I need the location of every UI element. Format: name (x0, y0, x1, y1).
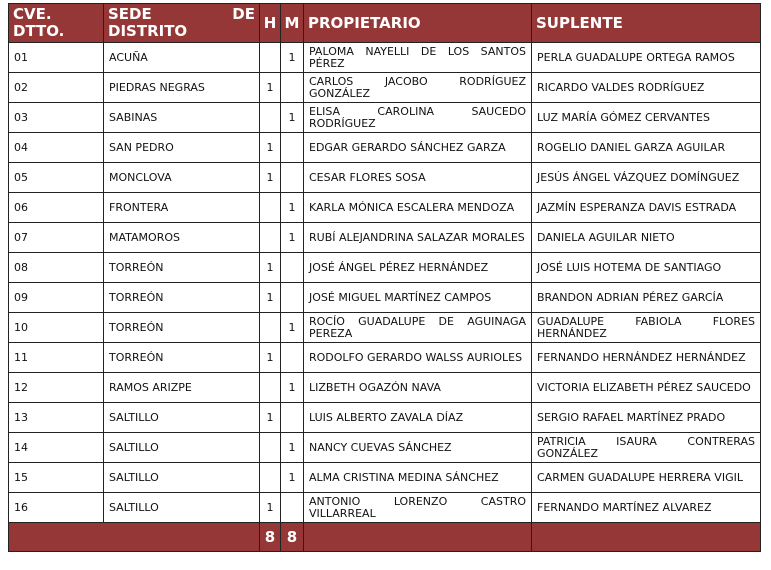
cell-cve: 12 (9, 373, 104, 403)
table-row (9, 403, 761, 433)
cell-sede: TORREÓN (104, 343, 260, 373)
cell-suplente: RICARDO VALDES RODRÍGUEZ (532, 73, 761, 103)
cell-h: 1 (260, 403, 281, 433)
cell-m: 1 (281, 223, 304, 253)
cell-m (281, 283, 304, 313)
table-row (9, 103, 761, 133)
cell-h: 1 (260, 343, 281, 373)
table-row (9, 223, 761, 253)
header-m: M (281, 4, 304, 43)
cell-propietario: JOSÉ ÁNGEL PÉREZ HERNÁNDEZ (304, 253, 532, 283)
cell-h (260, 373, 281, 403)
cell-m: 1 (281, 43, 304, 73)
cell-m (281, 73, 304, 103)
cell-h (260, 103, 281, 133)
cell-cve: 04 (9, 133, 104, 163)
header-h: H (260, 4, 281, 43)
cell-propietario: LUIS ALBERTO ZAVALA DÍAZ (304, 403, 532, 433)
district-candidates-table (8, 3, 761, 552)
cell-suplente: JOSÉ LUIS HOTEMA DE SANTIAGO (532, 253, 761, 283)
cell-h (260, 433, 281, 463)
header-cve: CVE. DTTO. (9, 4, 104, 43)
table-row (9, 313, 761, 343)
cell-suplente: SERGIO RAFAEL MARTÍNEZ PRADO (532, 403, 761, 433)
cell-propietario: NANCY CUEVAS SÁNCHEZ (304, 433, 532, 463)
cell-propietario: CARLOS JACOBO RODRÍGUEZ GONZÁLEZ (304, 73, 532, 103)
total-h: 8 (260, 523, 281, 552)
cell-m: 1 (281, 193, 304, 223)
cell-cve: 06 (9, 193, 104, 223)
table-row (9, 433, 761, 463)
cell-h: 1 (260, 163, 281, 193)
cell-cve: 16 (9, 493, 104, 523)
cell-propietario: ALMA CRISTINA MEDINA SÁNCHEZ (304, 463, 532, 493)
cell-cve: 14 (9, 433, 104, 463)
cell-m (281, 133, 304, 163)
cell-sede: TORREÓN (104, 283, 260, 313)
cell-propietario: ANTONIO LORENZO CASTRO VILLARREAL (304, 493, 532, 523)
cell-m (281, 343, 304, 373)
cell-sede: MONCLOVA (104, 163, 260, 193)
totals-blank-suplente (532, 523, 761, 552)
totals-blank-propietario (304, 523, 532, 552)
cell-h (260, 43, 281, 73)
table-row (9, 73, 761, 103)
cell-h (260, 223, 281, 253)
cell-h: 1 (260, 133, 281, 163)
cell-propietario: JOSÉ MIGUEL MARTÍNEZ CAMPOS (304, 283, 532, 313)
cell-cve: 13 (9, 403, 104, 433)
cell-suplente: JAZMÍN ESPERANZA DAVIS ESTRADA (532, 193, 761, 223)
cell-cve: 01 (9, 43, 104, 73)
cell-h: 1 (260, 73, 281, 103)
cell-m (281, 403, 304, 433)
cell-sede: MATAMOROS (104, 223, 260, 253)
totals-blank (9, 523, 260, 552)
cell-cve: 07 (9, 223, 104, 253)
header-sede: SEDE DE DISTRITO (104, 4, 260, 43)
cell-cve: 10 (9, 313, 104, 343)
totals-row (9, 523, 761, 552)
cell-cve: 08 (9, 253, 104, 283)
cell-sede: PIEDRAS NEGRAS (104, 73, 260, 103)
cell-suplente: PERLA GUADALUPE ORTEGA RAMOS (532, 43, 761, 73)
header-suplente: SUPLENTE (532, 4, 761, 43)
cell-h (260, 313, 281, 343)
cell-propietario: RUBÍ ALEJANDRINA SALAZAR MORALES (304, 223, 532, 253)
cell-sede: SALTILLO (104, 493, 260, 523)
cell-cve: 11 (9, 343, 104, 373)
cell-suplente: CARMEN GUADALUPE HERRERA VIGIL (532, 463, 761, 493)
cell-suplente: PATRICIA ISAURA CONTRERAS GONZÁLEZ (532, 433, 761, 463)
cell-cve: 15 (9, 463, 104, 493)
cell-propietario: EDGAR GERARDO SÁNCHEZ GARZA (304, 133, 532, 163)
table-row (9, 343, 761, 373)
cell-propietario: LIZBETH OGAZÓN NAVA (304, 373, 532, 403)
cell-m: 1 (281, 463, 304, 493)
cell-h: 1 (260, 283, 281, 313)
cell-suplente: BRANDON ADRIAN PÉREZ GARCÍA (532, 283, 761, 313)
table-row (9, 43, 761, 73)
cell-m: 1 (281, 103, 304, 133)
cell-suplente: VICTORIA ELIZABETH PÉREZ SAUCEDO (532, 373, 761, 403)
cell-sede: SALTILLO (104, 403, 260, 433)
cell-cve: 02 (9, 73, 104, 103)
cell-suplente: LUZ MARÍA GÓMEZ CERVANTES (532, 103, 761, 133)
cell-sede: FRONTERA (104, 193, 260, 223)
cell-suplente: JESÚS ÁNGEL VÁZQUEZ DOMÍNGUEZ (532, 163, 761, 193)
cell-m (281, 253, 304, 283)
cell-m: 1 (281, 373, 304, 403)
table-row (9, 133, 761, 163)
cell-sede: SAN PEDRO (104, 133, 260, 163)
table-row (9, 253, 761, 283)
cell-m (281, 493, 304, 523)
cell-sede: SALTILLO (104, 433, 260, 463)
cell-h: 1 (260, 253, 281, 283)
cell-cve: 05 (9, 163, 104, 193)
cell-cve: 03 (9, 103, 104, 133)
cell-suplente: DANIELA AGUILAR NIETO (532, 223, 761, 253)
cell-m: 1 (281, 433, 304, 463)
cell-propietario: CESAR FLORES SOSA (304, 163, 532, 193)
table-row (9, 493, 761, 523)
total-m: 8 (281, 523, 304, 552)
cell-h: 1 (260, 493, 281, 523)
cell-suplente: FERNANDO HERNÁNDEZ HERNÁNDEZ (532, 343, 761, 373)
cell-sede: SABINAS (104, 103, 260, 133)
cell-propietario: ROCÍO GUADALUPE DE AGUINAGA PEREZA (304, 313, 532, 343)
cell-sede: TORREÓN (104, 313, 260, 343)
header-row (9, 4, 761, 43)
cell-sede: SALTILLO (104, 463, 260, 493)
table-row (9, 163, 761, 193)
table-row (9, 283, 761, 313)
cell-propietario: KARLA MÓNICA ESCALERA MENDOZA (304, 193, 532, 223)
table-row (9, 373, 761, 403)
cell-propietario: RODOLFO GERARDO WALSS AURIOLES (304, 343, 532, 373)
cell-cve: 09 (9, 283, 104, 313)
cell-suplente: GUADALUPE FABIOLA FLORES HERNÁNDEZ (532, 313, 761, 343)
cell-sede: ACUÑA (104, 43, 260, 73)
cell-suplente: ROGELIO DANIEL GARZA AGUILAR (532, 133, 761, 163)
cell-h (260, 463, 281, 493)
cell-h (260, 193, 281, 223)
header-propietario: PROPIETARIO (304, 4, 532, 43)
cell-sede: RAMOS ARIZPE (104, 373, 260, 403)
cell-m: 1 (281, 313, 304, 343)
cell-propietario: ELISA CAROLINA SAUCEDO RODRÍGUEZ (304, 103, 532, 133)
cell-propietario: PALOMA NAYELLI DE LOS SANTOS PÉREZ (304, 43, 532, 73)
cell-m (281, 163, 304, 193)
table-row (9, 193, 761, 223)
cell-sede: TORREÓN (104, 253, 260, 283)
cell-suplente: FERNANDO MARTÍNEZ ALVAREZ (532, 493, 761, 523)
table-row (9, 463, 761, 493)
